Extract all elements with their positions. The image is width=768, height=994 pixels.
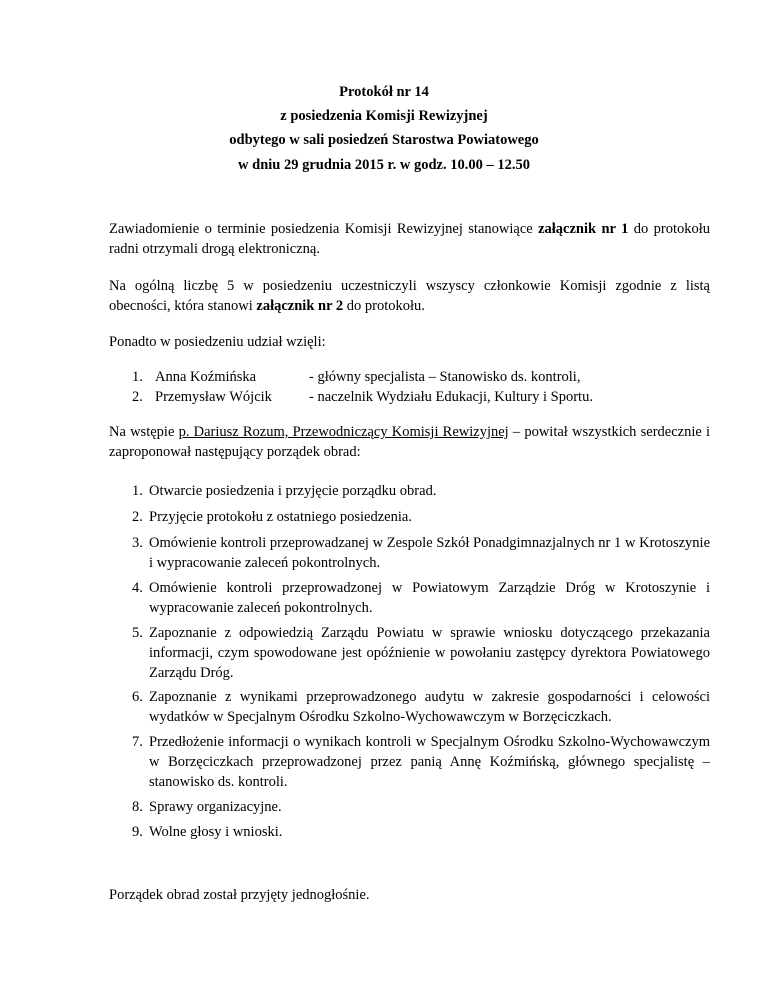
guest-number: 1. — [132, 369, 143, 385]
protocol-venue: odbytego w sali posiedzeń Starostwa Powiatowego — [229, 132, 539, 148]
agenda-text: Przyjęcie protokołu z ostatniego posiedzenia. — [149, 509, 412, 525]
agenda-text: Sprawy organizacyjne. — [149, 799, 282, 815]
closing-paragraph: Porządek obrad został przyjęty jednogłośnie. — [109, 887, 370, 903]
agenda-item — [132, 507, 710, 527]
guest-name: Anna Koźmińska — [155, 369, 257, 385]
agenda-number: 1. — [132, 483, 143, 499]
attendance-text-end: do protokołu. — [343, 298, 425, 314]
agenda-number: 4. — [132, 580, 143, 596]
protocol-date: w dniu 29 grudnia 2015 r. w godz. 10.00 – 12.50 — [238, 157, 530, 173]
guest-role: - główny specjalista – Stanowisko ds. kontroli, — [309, 369, 581, 385]
opening-text: Na wstępie — [109, 424, 179, 440]
attendance-text: Na ogólną liczbę 5 w posiedzeniu uczestniczyli wszyscy członkowie Komisji zgodnie z listą obecności, która stanowi — [109, 278, 710, 314]
attendance-paragraph — [109, 276, 710, 316]
agenda-text: Omówienie kontroli przeprowadzonej w Powiatowym Zarządzie Dróg w Krotoszynie i wypracowanie zaleceń pokontrolnych. — [149, 580, 710, 616]
protocol-subtitle: z posiedzenia Komisji Rewizyjnej — [280, 108, 488, 124]
agenda-number: 6. — [132, 689, 143, 705]
opening-text-end: – powitał wszystkich serdecznie i zaproponował następujący porządek obrad: — [109, 424, 710, 460]
agenda-text: Wolne głosy i wnioski. — [149, 824, 283, 840]
agenda-text: Omówienie kontroli przeprowadzanej w Zespole Szkół Ponadgimnazjalnych nr 1 w Krotoszynie i wypracowanie zaleceń pokontrolnych. — [149, 535, 710, 571]
agenda-text: Zapoznanie z odpowiedzią Zarządu Powiatu w sprawie wniosku dotyczącego przekazania informacji, czym spowodowane jest opóźnienie w powołaniu zastępcy dyrektora Powiatowego Zarządu Dróg. — [149, 625, 710, 681]
guest-number: 2. — [132, 389, 143, 405]
protocol-title: Protokół nr 14 — [339, 84, 429, 100]
chairman-name: p. Dariusz Rozum, Przewodniczący Komisji Rewizyjnej — [178, 424, 509, 440]
agenda-item — [132, 623, 710, 683]
notice-paragraph — [109, 219, 710, 259]
agenda-text: Otwarcie posiedzenia i przyjęcie porządku obrad. — [149, 483, 437, 499]
agenda-number: 2. — [132, 509, 143, 525]
agenda-item — [132, 687, 710, 727]
attachment-1-ref: załącznik nr 1 — [538, 221, 629, 237]
agenda-item — [132, 481, 710, 501]
opening-paragraph — [109, 422, 710, 462]
notice-text: Zawiadomienie o terminie posiedzenia Komisji Rewizyjnej stanowiące — [109, 221, 539, 237]
attachment-2-ref: załącznik nr 2 — [256, 298, 344, 314]
agenda-number: 8. — [132, 799, 143, 815]
agenda-item — [132, 732, 710, 792]
agenda-number: 9. — [132, 824, 143, 840]
agenda-item — [132, 822, 710, 842]
agenda-text: Przedłożenie informacji o wynikach kontroli w Specjalnym Ośrodku Szkolno-Wychowawczym w Borzęciczkach przeprowadzonej przez panią Annę Koźmińską, głównego specjalistę – stanowisko ds. kontroli. — [149, 734, 710, 790]
notice-text-end: do protokołu radni otrzymali drogą elektroniczną. — [109, 221, 711, 257]
guest-name: Przemysław Wójcik — [155, 389, 272, 405]
agenda-number: 5. — [132, 625, 143, 641]
guests-intro: Ponadto w posiedzeniu udział wzięli: — [109, 334, 326, 350]
agenda-item — [132, 578, 710, 618]
agenda-text: Zapoznanie z wynikami przeprowadzonego audytu w zakresie gospodarności i celowości wydatków w Specjalnym Ośrodku Szkolno-Wychowawczym w Borzęciczkach. — [149, 689, 710, 725]
agenda-number: 3. — [132, 535, 143, 551]
agenda-item — [132, 533, 710, 573]
agenda-item — [132, 797, 710, 817]
agenda-number: 7. — [132, 734, 143, 750]
guest-role: - naczelnik Wydziału Edukacji, Kultury i Sportu. — [309, 389, 593, 405]
